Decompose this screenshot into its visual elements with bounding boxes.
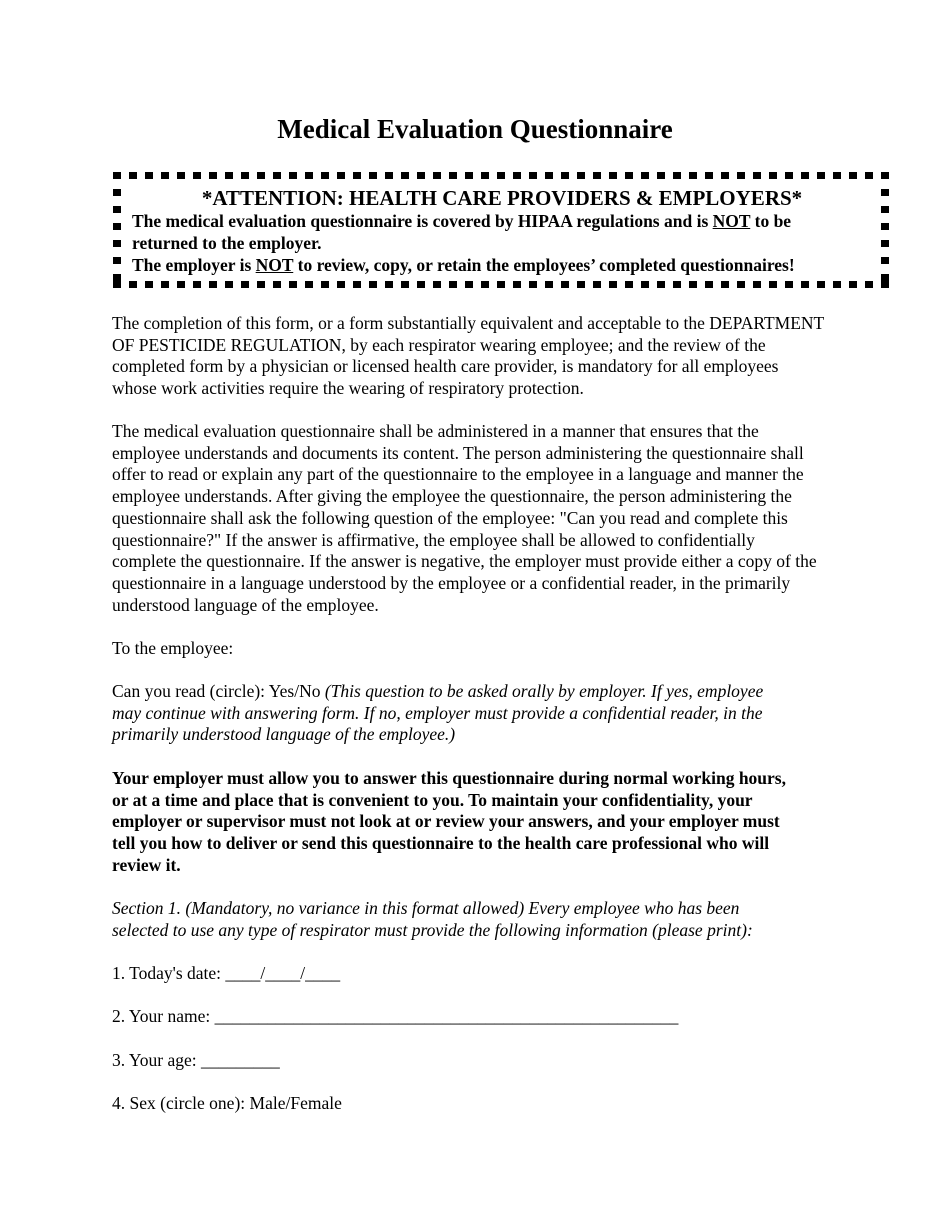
administration-line: questionnaire shall ask the following question of the employee: "Can you read and complete this xyxy=(112,507,788,528)
administration-line: offer to read or explain any part of the questionnaire to the employee in a language and manner the xyxy=(112,464,804,485)
hipaa-notice-box xyxy=(113,172,891,288)
notice-line-3-emphasis: NOT xyxy=(255,255,294,275)
notice-line-1 xyxy=(132,210,872,232)
notice-line-3 xyxy=(132,254,872,276)
read-question-line-1 xyxy=(112,681,882,703)
read-question-note: (This question to be asked orally by employer. If yes, employee xyxy=(324,681,764,701)
read-question xyxy=(112,681,882,746)
read-question-note-line-3: primarily understood language of the employee.) xyxy=(112,724,456,745)
intro-line: The completion of this form, or a form substantially equivalent and acceptable to the DEPARTMENT xyxy=(112,313,825,333)
section-1-line: Section 1. (Mandatory, no variance in this format allowed) Every employee who has been xyxy=(112,898,740,918)
confidentiality-line: Your employer must allow you to answer this questionnaire during normal working hours, xyxy=(112,768,786,788)
field-sex[interactable] xyxy=(112,1093,882,1115)
field-your-age-text: 3. Your age: _________ xyxy=(112,1050,280,1070)
notice-line-1-pre: The medical evaluation questionnaire is covered by HIPAA regulations and is xyxy=(132,211,713,231)
field-your-age[interactable] xyxy=(112,1050,882,1072)
field-your-name[interactable] xyxy=(112,1006,882,1028)
confidentiality-paragraph xyxy=(112,768,882,877)
administration-line: complete the questionnaire. If the answer is negative, the employer must provide either a copy of the xyxy=(112,551,817,572)
to-employee-label xyxy=(112,638,882,660)
notice-heading: *ATTENTION: HEALTH CARE PROVIDERS & EMPLOYERS* xyxy=(201,186,803,210)
page-title: Medical Evaluation Questionnaire xyxy=(277,114,673,144)
notice-line-3-pre: The employer is xyxy=(132,255,256,275)
administration-line: employee understands and documents its content. The person administering the questionnaire shall xyxy=(112,442,804,463)
notice-line-2: returned to the employer. xyxy=(132,233,322,253)
field-todays-date[interactable] xyxy=(112,963,882,985)
administration-paragraph xyxy=(112,421,882,616)
intro-paragraph xyxy=(112,313,882,400)
intro-line: whose work activities require the wearing of respiratory protection. xyxy=(112,378,584,399)
administration-line: understood language of the employee. xyxy=(112,594,379,615)
confidentiality-line: tell you how to deliver or send this questionnaire to the health care professional who will xyxy=(112,833,770,854)
confidentiality-line: review it. xyxy=(112,854,181,875)
read-question-prefix: Can you read (circle): Yes/No xyxy=(112,681,325,701)
field-your-name-text: 2. Your name: _____________________________________________________ xyxy=(112,1006,679,1026)
administration-line: questionnaire in a language understood by the employee or a confidential reader, in the primarily xyxy=(112,572,791,593)
field-todays-date-text: 1. Today's date: ____/____/____ xyxy=(112,963,341,983)
notice-line-1-emphasis: NOT xyxy=(712,211,751,231)
notice-line-1-post: to be xyxy=(750,211,792,231)
notice-border-bottom xyxy=(113,281,891,288)
field-sex-text: 4. Sex (circle one): Male/Female xyxy=(112,1093,342,1113)
administration-line: The medical evaluation questionnaire shall be administered in a manner that ensures that the xyxy=(112,421,759,441)
administration-line: employee understands. After giving the employee the questionnaire, the person administering the xyxy=(112,486,792,507)
notice-line-3-post: to review, copy, or retain the employees’ completed questionnaires! xyxy=(293,255,795,275)
intro-line: completed form by a physician or licensed health care provider, is mandatory for all employees xyxy=(112,356,779,377)
confidentiality-line: or at a time and place that is convenient to you. To maintain your confidentiality, your xyxy=(112,789,753,810)
section-1-intro xyxy=(112,898,882,941)
notice-border-top xyxy=(113,172,891,179)
intro-line: OF PESTICIDE REGULATION, by each respirator wearing employee; and the review of the xyxy=(112,334,766,355)
administration-line: questionnaire?" If the answer is affirmative, the employee shall be allowed to confidentially xyxy=(112,529,755,550)
section-1-line: selected to use any type of respirator must provide the following information (please print): xyxy=(112,919,753,940)
confidentiality-line: employer or supervisor must not look at or review your answers, and your employer must xyxy=(112,811,780,832)
read-question-note-line-2: may continue with answering form. If no, employer must provide a confidential reader, in the xyxy=(112,702,763,723)
to-employee-text: To the employee: xyxy=(112,638,234,658)
